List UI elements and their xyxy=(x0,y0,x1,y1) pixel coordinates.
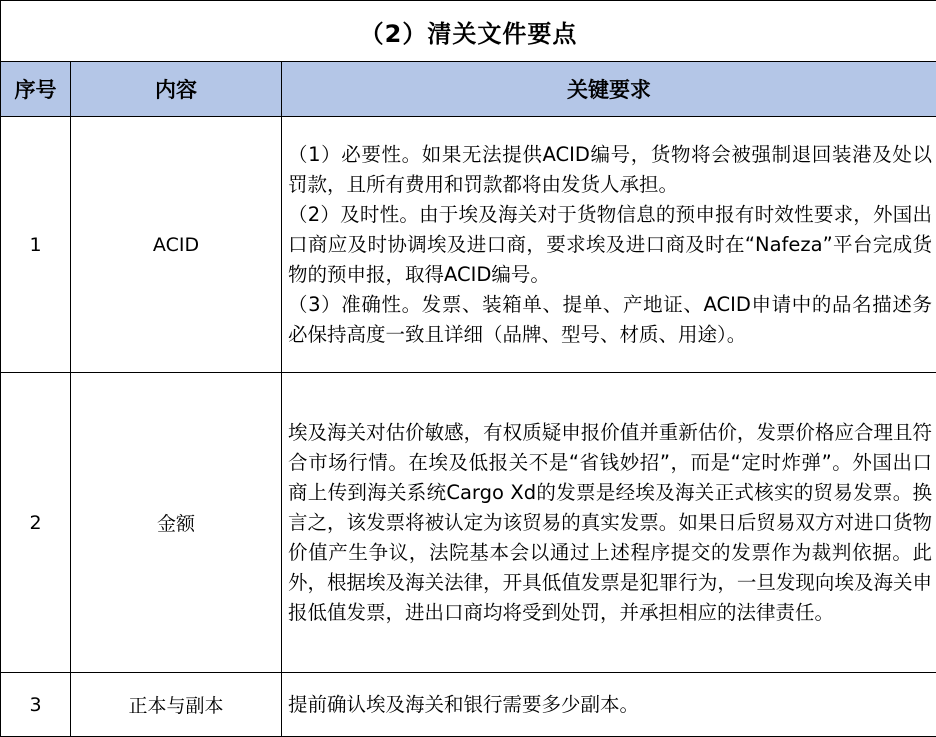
requirement-paragraph: 提前确认埃及海关和银行需要多少副本。 xyxy=(288,690,932,720)
table-row xyxy=(1,673,936,737)
table-row xyxy=(1,373,936,673)
requirement-paragraph: （3）准确性。发票、装箱单、提单、产地证、ACID申请中的品名描述务必保持高度一致且详细（品牌、型号、材质、用途）。 xyxy=(288,290,932,350)
title-row xyxy=(1,1,936,62)
header-number: 序号 xyxy=(1,62,71,117)
row-number: 2 xyxy=(1,373,71,673)
row-content: 正本与副本 xyxy=(71,673,282,737)
table-title: （2）清关文件要点 xyxy=(1,1,936,62)
row-number: 1 xyxy=(1,117,71,373)
requirement-paragraph: （1）必要性。如果无法提供ACID编号，货物将会被强制退回装港及处以罚款，且所有费用和罚款都将由发货人承担。 xyxy=(288,140,932,200)
header-requirements: 关键要求 xyxy=(282,62,936,117)
header-content: 内容 xyxy=(71,62,282,117)
row-requirements xyxy=(282,673,936,737)
requirement-paragraph: 埃及海关对估价敏感，有权质疑申报价值并重新估价，发票价格应合理且符合市场行情。在埃及低报关不是“省钱妙招”，而是“定时炸弹”。外国出口商上传到海关系统Cargo Xd的发票是经埃及海关正式核实的贸易发票。换言之，该发票将被认定为该贸易的真实发票。如果日后贸易双方对进口货物价值产生争议，法院基本会以通过上述程序提交的发票作为裁判依据。此外，根据埃及海关法律，开具低值发票是犯罪行为，一旦发现向埃及海关申报低值发票，进出口商均将受到处罚，并承担相应的法律责任。 xyxy=(288,418,932,628)
row-requirements xyxy=(282,117,936,373)
row-requirements xyxy=(282,373,936,673)
requirement-paragraph: （2）及时性。由于埃及海关对于货物信息的预申报有时效性要求，外国出口商应及时协调埃及进口商，要求埃及进口商及时在“Nafeza”平台完成货物的预申报，取得ACID编号。 xyxy=(288,200,932,290)
table-row xyxy=(1,117,936,373)
row-content: ACID xyxy=(71,117,282,373)
header-row xyxy=(1,62,936,117)
row-number: 3 xyxy=(1,673,71,737)
row-content: 金额 xyxy=(71,373,282,673)
